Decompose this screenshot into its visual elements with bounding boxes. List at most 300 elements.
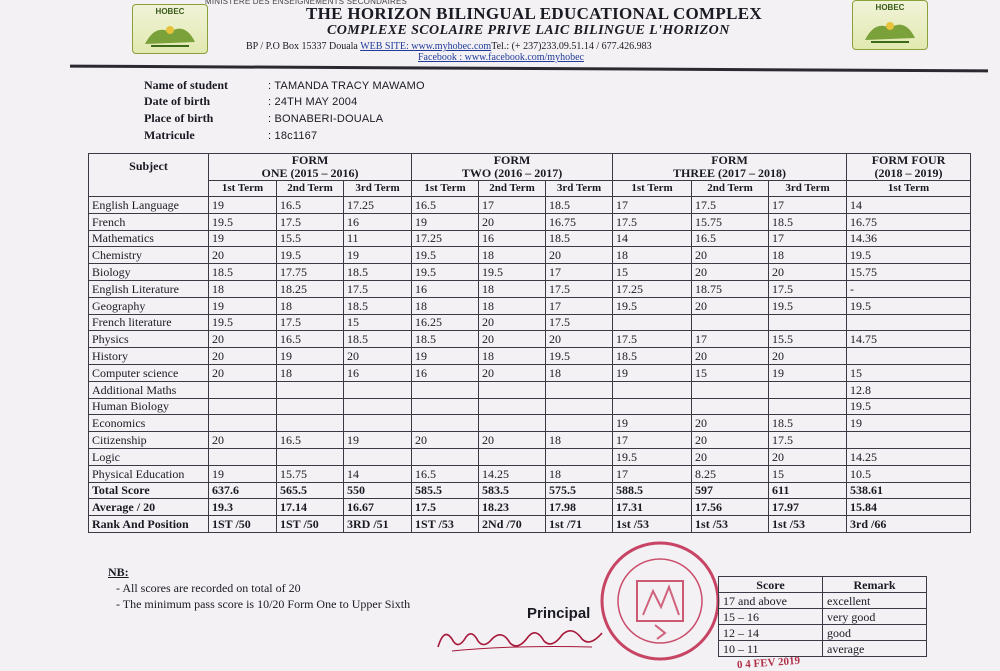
score-cell: 611	[769, 482, 847, 499]
subject-row	[89, 398, 971, 415]
score-cell: 17	[692, 331, 769, 348]
score-cell	[277, 448, 344, 465]
remark-text: very good	[823, 609, 927, 625]
score-cell: 16.75	[847, 213, 971, 230]
score-cell	[847, 314, 971, 331]
score-cell	[479, 448, 546, 465]
score-cell	[692, 314, 769, 331]
score-cell: 18	[277, 364, 344, 381]
remark-text: average	[823, 641, 927, 657]
term-header: 3rd Term	[546, 181, 613, 197]
score-cell: 19	[209, 465, 277, 482]
score-cell: 18	[479, 297, 546, 314]
score-cell: 19	[344, 432, 412, 449]
score-cell: 16	[412, 364, 479, 381]
score-cell: 19.5	[209, 213, 277, 230]
score-cell: 18	[479, 247, 546, 264]
score-cell	[344, 398, 412, 415]
subject-name: Average / 20	[89, 499, 209, 516]
subject-name: Total Score	[89, 482, 209, 499]
score-cell: 19.5	[412, 247, 479, 264]
score-cell	[344, 415, 412, 432]
subject-row	[89, 448, 971, 465]
score-cell: 19	[847, 415, 971, 432]
subject-name: Additional Maths	[89, 381, 209, 398]
score-cell: 637.6	[209, 482, 277, 499]
score-cell: 19.3	[209, 499, 277, 516]
score-cell: 17.5	[277, 314, 344, 331]
term-header: 3rd Term	[344, 181, 412, 197]
form-header-row	[89, 154, 971, 181]
score-cell: 18	[769, 247, 847, 264]
score-cell: 11	[344, 230, 412, 247]
score-range: 12 – 14	[719, 625, 823, 641]
score-cell: 19.5	[613, 297, 692, 314]
score-cell: 18	[546, 364, 613, 381]
subject-name: Chemistry	[89, 247, 209, 264]
note-item: - The minimum pass score is 10/20 Form One to Upper Sixth	[116, 597, 411, 611]
score-cell: 17.5	[769, 432, 847, 449]
summary-row	[89, 516, 971, 533]
score-cell: 18.5	[546, 197, 613, 214]
score-cell: 20	[769, 348, 847, 365]
score-cell: 20	[692, 448, 769, 465]
score-cell: 19.5	[479, 264, 546, 281]
score-cell: 19.5	[277, 247, 344, 264]
form-header: FORM FOUR (2018 – 2019)	[847, 154, 971, 181]
logo-emblem-icon	[141, 18, 199, 50]
score-cell: 16.67	[344, 499, 412, 516]
score-range: 15 – 16	[719, 609, 823, 625]
subject-name: French literature	[89, 314, 209, 331]
score-cell: 16.5	[277, 331, 344, 348]
score-cell	[546, 448, 613, 465]
subject-name: Economics	[89, 415, 209, 432]
score-cell: 18.5	[344, 297, 412, 314]
score-cell: 17.75	[277, 264, 344, 281]
subject-name: Geography	[89, 297, 209, 314]
subject-row	[89, 415, 971, 432]
score-cell: 17.5	[277, 213, 344, 230]
score-cell: 20	[692, 264, 769, 281]
date-stamp: 0 4 FEV 2019	[736, 654, 801, 671]
grades-table	[88, 153, 971, 533]
score-cell: 18	[479, 348, 546, 365]
score-cell: 19.5	[769, 297, 847, 314]
score-cell	[412, 398, 479, 415]
score-cell: 19.5	[847, 297, 971, 314]
score-cell: 19	[613, 415, 692, 432]
score-cell: 17	[613, 432, 692, 449]
score-cell: 16.5	[412, 197, 479, 214]
note-item: - All scores are recorded on total of 20	[116, 581, 301, 595]
score-cell: 17	[546, 264, 613, 281]
score-cell: 17.5	[546, 280, 613, 297]
score-cell: 16.5	[277, 197, 344, 214]
subject-name: French	[89, 213, 209, 230]
score-cell: 19.5	[847, 247, 971, 264]
score-cell	[344, 381, 412, 398]
score-cell: 18	[613, 247, 692, 264]
score-cell: 17.5	[613, 331, 692, 348]
term-header: 2nd Term	[277, 181, 344, 197]
subject-row	[89, 213, 971, 230]
subject-name: History	[89, 348, 209, 365]
score-cell: 1ST /50	[277, 516, 344, 533]
score-cell: 14.25	[847, 448, 971, 465]
term-header: 1st Term	[847, 181, 971, 197]
score-cell: 16	[344, 213, 412, 230]
score-cell	[692, 381, 769, 398]
principal-signature	[432, 617, 612, 657]
score-cell: 538.61	[847, 482, 971, 499]
score-cell	[209, 415, 277, 432]
score-cell: 20	[209, 432, 277, 449]
subject-row	[89, 432, 971, 449]
score-cell: 1ST /53	[412, 516, 479, 533]
score-cell: 20	[344, 348, 412, 365]
score-cell: 14.75	[847, 331, 971, 348]
score-cell: 18.5	[412, 331, 479, 348]
score-cell: 20	[692, 415, 769, 432]
score-cell: 17.31	[613, 499, 692, 516]
score-cell: 15	[769, 465, 847, 482]
score-cell: 15.5	[769, 331, 847, 348]
score-cell: 2Nd /70	[479, 516, 546, 533]
score-cell: 20	[479, 314, 546, 331]
score-cell: 20	[209, 364, 277, 381]
score-cell	[546, 398, 613, 415]
score-cell: 20	[692, 247, 769, 264]
score-cell: 19.5	[412, 264, 479, 281]
score-cell: 17.5	[769, 280, 847, 297]
subject-row	[89, 348, 971, 365]
subject-row	[89, 381, 971, 398]
score-cell: 17.98	[546, 499, 613, 516]
remark-row	[719, 593, 927, 609]
term-header-row	[89, 181, 971, 197]
subject-name: Computer science	[89, 364, 209, 381]
score-cell: 18.25	[277, 280, 344, 297]
score-cell	[692, 398, 769, 415]
score-cell: 20	[769, 264, 847, 281]
score-cell: 17.97	[769, 499, 847, 516]
score-cell: 18.5	[546, 230, 613, 247]
score-cell: 3rd /66	[847, 516, 971, 533]
score-cell: 14	[847, 197, 971, 214]
score-cell: 19	[769, 364, 847, 381]
score-cell: 18	[479, 280, 546, 297]
subject-row	[89, 364, 971, 381]
score-cell	[769, 381, 847, 398]
score-header: Score	[719, 577, 823, 593]
remark-body	[719, 593, 927, 657]
score-cell: 14.25	[479, 465, 546, 482]
score-cell: 1st /71	[546, 516, 613, 533]
score-cell	[479, 415, 546, 432]
remark-header-row	[719, 577, 927, 593]
score-cell	[277, 381, 344, 398]
score-cell: 18	[412, 297, 479, 314]
score-cell: 18	[546, 432, 613, 449]
score-cell: 17.5	[412, 499, 479, 516]
score-cell: 17.25	[412, 230, 479, 247]
score-cell: 19	[412, 213, 479, 230]
school-name-english: THE HORIZON BILINGUAL EDUCATIONAL COMPLEX	[306, 4, 762, 23]
score-cell	[613, 398, 692, 415]
score-cell: 1st /53	[769, 516, 847, 533]
student-info-name: Name of student : TAMANDA TRACY MAWAMO	[144, 78, 425, 92]
score-cell: 19	[613, 364, 692, 381]
summary-row	[89, 499, 971, 516]
score-cell: 16.75	[546, 213, 613, 230]
score-cell: 8.25	[692, 465, 769, 482]
term-header: 1st Term	[412, 181, 479, 197]
score-cell: 15.75	[692, 213, 769, 230]
score-cell: 15.84	[847, 499, 971, 516]
score-cell: 17.14	[277, 499, 344, 516]
term-header: 1st Term	[209, 181, 277, 197]
score-cell: 18	[209, 280, 277, 297]
ministry-line: MINISTERE DES ENSEIGNEMENTS SECONDAIRES	[205, 0, 408, 6]
logo-emblem-icon	[861, 14, 919, 46]
score-cell: 597	[692, 482, 769, 499]
score-cell	[847, 432, 971, 449]
score-cell: 19	[209, 230, 277, 247]
summary-row	[89, 482, 971, 499]
term-header: 3rd Term	[769, 181, 847, 197]
score-cell: 14	[613, 230, 692, 247]
score-range: 17 and above	[719, 593, 823, 609]
score-cell: 1st /53	[692, 516, 769, 533]
score-cell: 19	[209, 297, 277, 314]
score-cell	[412, 415, 479, 432]
subject-row	[89, 247, 971, 264]
score-cell: 19.5	[613, 448, 692, 465]
score-cell: 1st /53	[613, 516, 692, 533]
telephone: Tel.: (+ 237)233.09.51.14 / 677.426.983	[491, 41, 652, 52]
score-cell: 16	[412, 280, 479, 297]
score-cell: 20	[209, 348, 277, 365]
score-cell: 16.25	[412, 314, 479, 331]
facebook-link[interactable]: Facebook : www.facebook.com/myhobec	[418, 52, 584, 63]
school-name-french: COMPLEXE SCOLAIRE PRIVE LAIC BILINGUE L'HORIZON	[327, 23, 730, 38]
score-cell: 17	[769, 230, 847, 247]
subject-name: English Language	[89, 197, 209, 214]
score-cell: 585.5	[412, 482, 479, 499]
score-cell: 16.5	[277, 432, 344, 449]
student-info-dob: Date of birth : 24TH MAY 2004	[144, 94, 358, 108]
term-header: 1st Term	[613, 181, 692, 197]
score-cell: 18.5	[344, 331, 412, 348]
score-cell: 17.5	[613, 213, 692, 230]
score-cell: 17	[769, 197, 847, 214]
score-cell: 20	[546, 331, 613, 348]
score-cell: 19	[344, 247, 412, 264]
subject-row	[89, 331, 971, 348]
subject-name: Logic	[89, 448, 209, 465]
score-cell: 18.5	[769, 213, 847, 230]
score-cell: 15.5	[277, 230, 344, 247]
score-cell	[479, 381, 546, 398]
score-cell	[277, 415, 344, 432]
score-cell: 19.5	[546, 348, 613, 365]
score-cell: 14.36	[847, 230, 971, 247]
score-cell: 17.5	[344, 280, 412, 297]
score-cell: 15	[692, 364, 769, 381]
score-cell	[546, 415, 613, 432]
score-cell: 20	[692, 297, 769, 314]
score-cell	[277, 398, 344, 415]
score-cell	[209, 448, 277, 465]
subject-name: Physical Education	[89, 465, 209, 482]
score-cell	[209, 398, 277, 415]
subject-row	[89, 465, 971, 482]
remark-header: Remark	[823, 577, 927, 593]
score-cell: 3RD /51	[344, 516, 412, 533]
score-cell: 18.23	[479, 499, 546, 516]
remark-text: good	[823, 625, 927, 641]
score-cell: 19.5	[209, 314, 277, 331]
subject-name: Biology	[89, 264, 209, 281]
score-cell: 20	[412, 432, 479, 449]
score-cell: 565.5	[277, 482, 344, 499]
score-cell: 20	[209, 247, 277, 264]
score-cell	[613, 314, 692, 331]
score-cell: 19	[277, 348, 344, 365]
header-divider	[70, 65, 988, 73]
score-cell: 20	[479, 213, 546, 230]
score-cell: 17.25	[344, 197, 412, 214]
score-cell: 17.5	[692, 197, 769, 214]
grades-body	[89, 197, 971, 533]
score-cell: 17	[613, 197, 692, 214]
subject-row	[89, 297, 971, 314]
score-cell: 10.5	[847, 465, 971, 482]
score-cell: 20	[479, 432, 546, 449]
score-cell: 20	[769, 448, 847, 465]
score-cell: 575.5	[546, 482, 613, 499]
score-cell: 18	[277, 297, 344, 314]
score-cell: 17.5	[546, 314, 613, 331]
subject-row	[89, 280, 971, 297]
score-cell	[769, 398, 847, 415]
form-header: FORM TWO (2016 – 2017)	[412, 154, 613, 181]
score-cell: 17	[479, 197, 546, 214]
score-cell	[546, 381, 613, 398]
score-cell	[613, 381, 692, 398]
student-info-matricule: Matricule : 18c1167	[144, 128, 318, 142]
score-cell: 19	[412, 348, 479, 365]
form-header: FORM ONE (2015 – 2016)	[209, 154, 412, 181]
score-cell	[412, 448, 479, 465]
score-range: 10 – 11	[719, 641, 823, 657]
score-cell: 20	[546, 247, 613, 264]
score-cell: 16	[479, 230, 546, 247]
score-cell: 15.75	[277, 465, 344, 482]
score-cell: 12.8	[847, 381, 971, 398]
score-cell: 17.56	[692, 499, 769, 516]
subject-name: Human Biology	[89, 398, 209, 415]
score-cell: 18.5	[613, 348, 692, 365]
score-cell	[847, 348, 971, 365]
student-info-pob: Place of birth : BONABERI-DOUALA	[144, 111, 384, 125]
score-cell	[412, 381, 479, 398]
score-cell: 16	[344, 364, 412, 381]
score-cell: 19.5	[847, 398, 971, 415]
score-cell: 15	[344, 314, 412, 331]
postal-address: BP / P.O Box 15337 Douala	[246, 41, 361, 52]
subject-row	[89, 314, 971, 331]
subject-name: Mathematics	[89, 230, 209, 247]
score-cell: 20	[692, 348, 769, 365]
term-header: 2nd Term	[479, 181, 546, 197]
score-cell	[769, 314, 847, 331]
score-cell: 18.5	[209, 264, 277, 281]
school-stamp	[595, 535, 725, 667]
score-cell: 588.5	[613, 482, 692, 499]
subject-row	[89, 230, 971, 247]
score-cell: 14	[344, 465, 412, 482]
score-cell: 17	[546, 297, 613, 314]
score-cell: 20	[479, 364, 546, 381]
score-cell	[344, 448, 412, 465]
remark-row	[719, 641, 927, 657]
score-cell: -	[847, 280, 971, 297]
remark-table	[718, 576, 927, 657]
form-header: FORM THREE (2017 – 2018)	[613, 154, 847, 181]
term-header: 2nd Term	[692, 181, 769, 197]
subject-name: English Literature	[89, 280, 209, 297]
score-cell: 583.5	[479, 482, 546, 499]
remark-text: excellent	[823, 593, 927, 609]
contact-line	[246, 41, 652, 52]
score-cell: 20	[209, 331, 277, 348]
subject-name: Citizenship	[89, 432, 209, 449]
subject-name: Physics	[89, 331, 209, 348]
school-logo-left: HOBEC	[132, 4, 208, 54]
score-cell	[479, 398, 546, 415]
remark-row	[719, 625, 927, 641]
score-cell: 20	[692, 432, 769, 449]
score-cell: 1ST /50	[209, 516, 277, 533]
score-cell: 16.5	[692, 230, 769, 247]
score-cell: 20	[479, 331, 546, 348]
score-cell: 15.75	[847, 264, 971, 281]
score-cell: 18.5	[769, 415, 847, 432]
score-cell: 16.5	[412, 465, 479, 482]
school-logo-right: HOBEC	[852, 0, 928, 50]
score-cell: 17	[613, 465, 692, 482]
notes-title: NB:	[108, 565, 129, 579]
subject-name: Rank And Position	[89, 516, 209, 533]
remark-row	[719, 609, 927, 625]
subject-row	[89, 264, 971, 281]
subject-header: Subject	[89, 154, 209, 197]
score-cell: 18	[546, 465, 613, 482]
score-cell: 15	[847, 364, 971, 381]
principal-title: Principal	[527, 605, 591, 622]
score-cell: 18.75	[692, 280, 769, 297]
subject-row	[89, 197, 971, 214]
score-cell	[209, 381, 277, 398]
score-cell: 550	[344, 482, 412, 499]
score-cell: 18.5	[344, 264, 412, 281]
website-link[interactable]: WEB SITE: www.myhobec.com	[360, 41, 492, 52]
score-cell: 19	[209, 197, 277, 214]
score-cell: 17.25	[613, 280, 692, 297]
score-cell: 15	[613, 264, 692, 281]
